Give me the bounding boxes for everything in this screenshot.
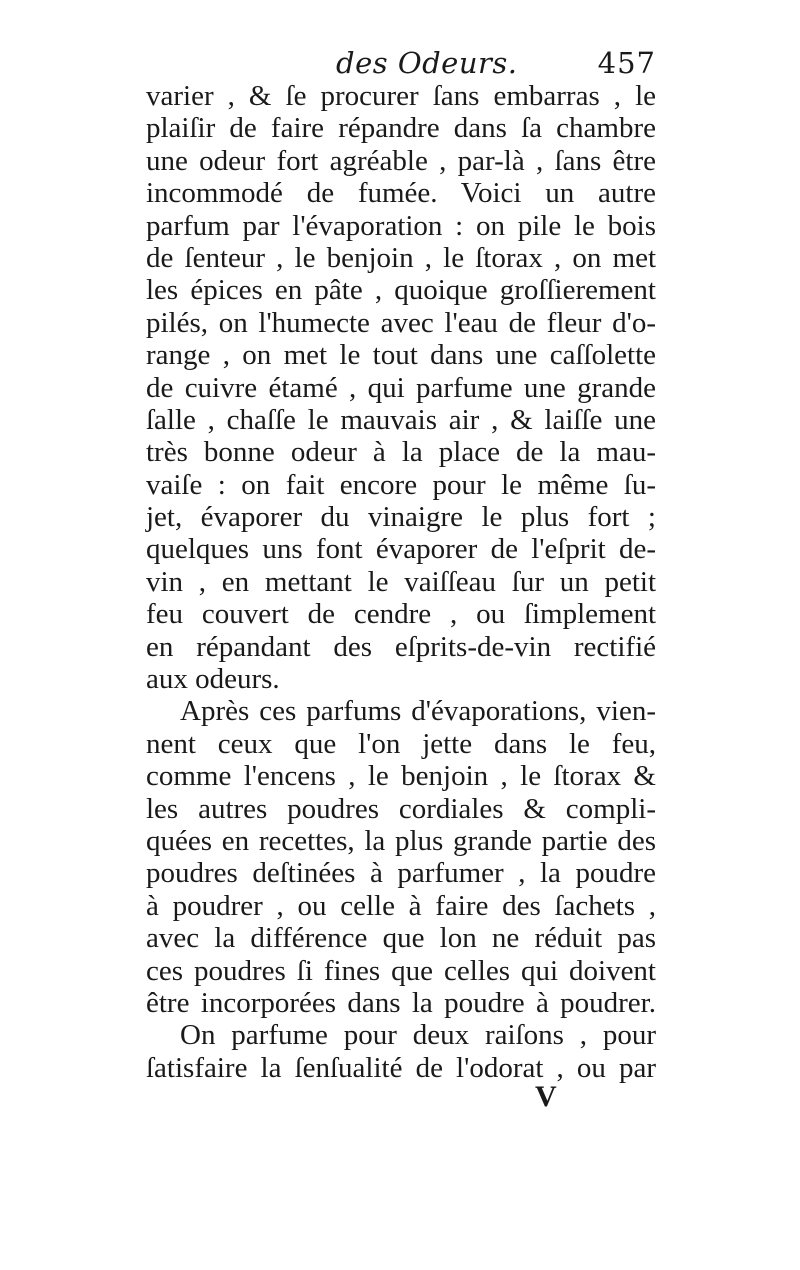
text-line: range , on met le tout dans une caſſolette: [146, 339, 656, 372]
text-line: vaiſe : on fait encore pour le même ſu-: [146, 468, 656, 501]
text-line: être incorporées dans la poudre à poudrer.: [146, 986, 656, 1019]
text-line: aux odeurs.: [146, 663, 280, 696]
text-line: quées en recettes, la plus grande partie des: [146, 824, 656, 857]
text-line: pilés, on l'humecte avec l'eau de fleur d'o-: [146, 306, 656, 339]
text-line: de ſenteur , le benjoin , le ſtorax , on met: [146, 241, 656, 274]
body-text: [146, 80, 656, 1084]
running-title: des Odeurs.: [336, 46, 518, 80]
text-line: ſalle , chaſſe le mauvais air , & laiſſe une: [146, 403, 656, 436]
signature-mark: V: [535, 1080, 557, 1113]
text-line: avec la différence que lon ne réduit pas: [146, 922, 656, 955]
text-line: très bonne odeur à la place de la mau-: [146, 436, 656, 469]
text-line: Après ces parfums d'évaporations, vien-: [180, 695, 656, 728]
paragraph-3: [146, 1019, 656, 1084]
text-line: plaiſir de faire répandre dans ſa chambre: [146, 112, 656, 145]
text-line: On parfume pour deux raiſons , pour: [180, 1019, 656, 1052]
text-line: jet, évaporer du vinaigre le plus fort ;: [146, 501, 656, 534]
text-line: de cuivre étamé , qui parfume une grande: [146, 371, 656, 404]
text-line: comme l'encens , le benjoin , le ſtorax &: [146, 760, 656, 793]
text-line: nent ceux que l'on jette dans le feu,: [146, 727, 656, 760]
text-line: une odeur fort agréable , par-là , ſans être: [146, 144, 656, 177]
text-line: ces poudres ſi fines que celles qui doivent: [146, 954, 656, 987]
text-line: poudres deſtinées à parfumer , la poudre: [146, 857, 656, 890]
text-line: à poudrer , ou celle à faire des ſachets ,: [146, 889, 656, 922]
text-line: parfum par l'évaporation : on pile le bois: [146, 209, 656, 242]
paragraph-1: [146, 80, 656, 695]
text-line: vin , en mettant le vaiſſeau ſur un petit: [146, 565, 656, 598]
text-line: ſatisfaire la ſenſualité de l'odorat , ou par: [146, 1051, 656, 1084]
text-line: incommodé de fumée. Voici un autre: [146, 177, 656, 210]
text-line: quelques uns font évaporer de l'eſprit de-: [146, 533, 656, 566]
text-line: en répandant des eſprits-de-vin rectifié: [146, 630, 656, 663]
page-number: 457: [597, 46, 656, 80]
text-line: feu couvert de cendre , ou ſimplement: [146, 598, 656, 631]
text-line: les autres poudres cordiales & compli-: [146, 792, 656, 825]
paragraph-2: [146, 695, 656, 1019]
text-line: les épices en pâte , quoique groſſierement: [146, 274, 656, 307]
text-line: varier , & ſe procurer ſans embarras , le: [146, 80, 656, 112]
